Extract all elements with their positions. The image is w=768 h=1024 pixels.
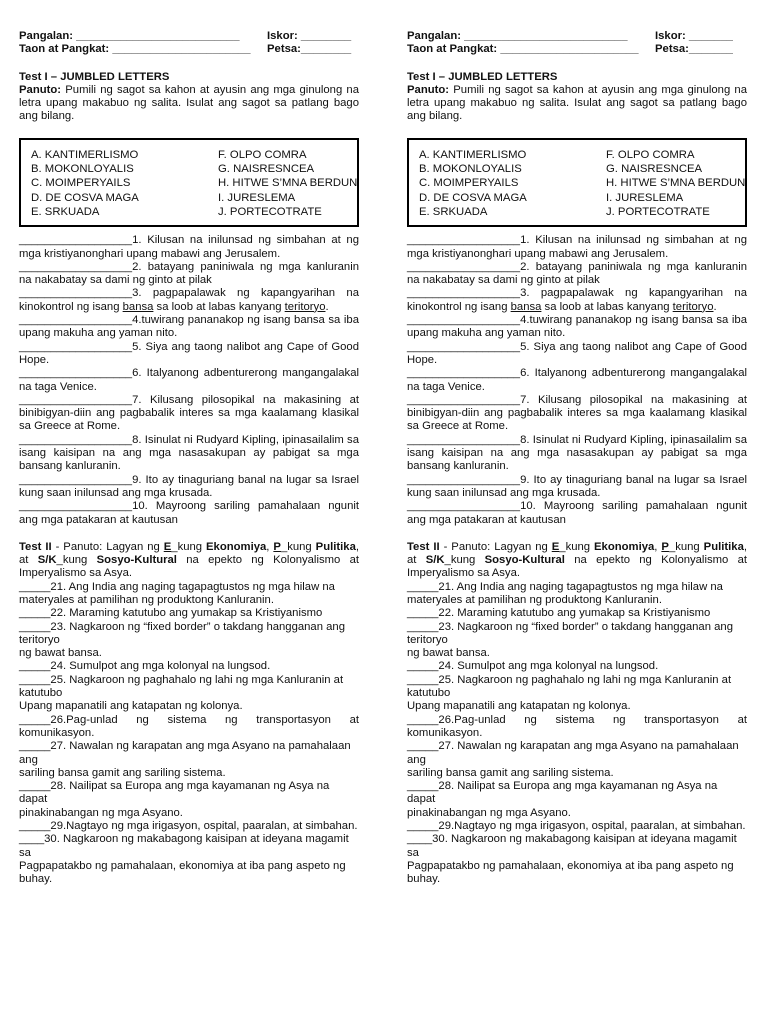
test2-intro-text: _kung [559,540,595,553]
test2-intro-text: - Panuto: Lagyan ng [439,540,552,553]
test2-item [407,714,747,741]
answer-blank[interactable]: __________________ [19,433,133,446]
choices-box [407,138,747,227]
test2-instructions [19,541,359,581]
choice-g: G. NAISRESNCEA [218,163,315,176]
answer-blank[interactable]: _____ [407,740,439,753]
answer-blank[interactable]: _____ [407,580,439,593]
answer-blank[interactable]: _____ [19,713,51,726]
test2-item [407,820,747,833]
test2-item [407,660,747,673]
iskor-field: Iskor: _______ [655,30,733,42]
test2-item [407,581,747,608]
item-text: 30. Nagkaroon ng makabagong kaisipan at ideyana magamit sa [19,833,349,859]
sosyo-kultural-label: Sosyo-Kultural [96,554,177,567]
item-text: Pagpapatakbo ng pamahalaan, ekonomiya at iba pang aspeto ng buhay. [19,859,346,886]
question-text: 10. Mayroong sariling pamahalaan ngunit ang mga patakaran at kautusan [19,500,359,526]
answer-blank[interactable]: __________________ [19,287,133,300]
choice-j: J. PORTECOTRATE [606,205,710,218]
question-text: . [713,300,717,313]
question-item [19,367,359,394]
choice-c: C. MOIMPERYAILS [419,177,519,190]
question-item [407,234,747,261]
answer-blank[interactable]: _____ [19,740,51,753]
question-text: 5. Siya ang taong nalibot ang Cape of Good Hope. [407,340,747,366]
question-item [19,434,359,474]
question-item [407,474,747,501]
test2-intro-text: - Panuto: Lagyan ng [51,540,164,553]
test2-intro-text: , [654,540,662,553]
answer-blank[interactable]: __________________ [407,287,521,300]
answer-blank[interactable]: _____ [19,820,51,833]
item-text: 25. Nagkaroon ng paghahalo ng lahi ng mga Kanluranin at katutubo [407,673,732,700]
sosyo-kultural-label: Sosyo-Kultural [484,554,565,567]
question-text: 1. Kilusan na inilunsad ng simbahan at ng mga kristiyanonghari upang mabawi ang Jerusalem. [407,234,747,260]
choice-c: C. MOIMPERYAILS [31,177,131,190]
choice-e: E. SRKUADA [31,205,100,218]
test2-item [19,833,359,886]
test2-intro-text: na epekto ng Kolonyalismo at Imperyalismo sa Asya. [407,554,747,580]
item-text: sariling bansa gamit ang sariling sistema. [19,766,226,779]
test2-intro-text: _kung [444,554,485,567]
question-item [19,474,359,501]
underlined-word: bansa [510,300,542,313]
taon-pangkat-field: Taon at Pangkat: ______________________ [407,43,639,56]
panuto-text: Pumili ng sagot sa kahon at ayusin ang mga ginulong na letra upang makabuo ng salita. Isulat ang sagot sa patlang bago ang bilang. [407,83,747,123]
question-text: 3. pagpapalawak ng kapangyarihan na kinokontrol ng isang [407,287,747,313]
answer-blank[interactable]: _____ [19,780,51,793]
test2-item [19,820,359,833]
answer-blank[interactable]: __________________ [407,340,521,353]
taon-pangkat-field: Taon at Pangkat: ______________________ [19,43,251,56]
ekonomiya-label: Ekonomiya [206,540,267,553]
test2-item [407,674,747,714]
question-text: 8. Isinulat ni Rudyard Kipling, ipinasailalim sa isang kaisipan na ang mga nasasakupan ay pabigat sa mga bansang kanluranin. [19,433,359,473]
question-text: sa loob at labas kanyang [541,300,673,313]
item-text: materyales at pamilihan ng produktong Kanluranin. [19,593,274,606]
item-text: 23. Nagkaroon ng “fixed border” o takdang hangganan ang teritoryo [407,620,733,646]
question-text: 4.tuwirang pananakop ng isang bansa sa iba upang makuha ang yaman nito. [407,314,747,340]
question-text: 4.tuwirang pananakop ng isang bansa sa iba upang makuha ang yaman nito. [19,314,359,340]
question-item [19,394,359,434]
question-text: 7. Kilusang pilosopikal na makasining at binibigyan-diin ang pagbabalik interes sa mga kaalamang klasikal sa Greece at Rome. [407,393,747,433]
test2-item [19,674,359,714]
test2-intro-text: _kung [668,540,704,553]
item-text: ng bawat bansa. [407,647,490,660]
underlined-word: bansa [122,300,154,313]
choices-box [19,138,359,227]
choice-i: I. JURESLEMA [218,191,296,204]
test1-instructions [407,84,747,124]
test2-item [19,607,359,620]
test1-title: Test I – JUMBLED LETTERS [407,70,558,83]
item-text: pinakinabangan ng mga Asyano. [407,806,571,819]
choice-e: E. SRKUADA [419,205,488,218]
code-sk: S/K [425,554,445,567]
item-text: 27. Nawalan ng karapatan ang mga Asyano na pamahalaan ang [19,740,351,766]
answer-blank[interactable]: _____ [407,607,439,620]
item-text: 23. Nagkaroon ng “fixed border” o takdang hangganan ang teritoryo [19,620,345,646]
question-text: 9. Ito ay tinaguriang banal na lugar sa Israel kung saan inilunsad ang mga krusada. [407,473,747,499]
question-item [407,341,747,368]
item-text: 22. Maraming katutubo ang yumakap sa Kristiyanismo [438,607,711,620]
test2-intro-text: _kung [171,540,207,553]
item-text: sariling bansa gamit ang sariling sistema. [407,766,614,779]
choice-a: A. KANTIMERLISMO [31,148,139,161]
question-text: 9. Ito ay tinaguriang banal na lugar sa Israel kung saan inilunsad ang mga krusada. [19,473,359,499]
item-text: 30. Nagkaroon ng makabagong kaisipan at ideyana magamit sa [407,833,737,859]
answer-blank[interactable]: __________________ [19,314,133,327]
test2-item [407,740,747,780]
question-text: 3. pagpapalawak ng kapangyarihan na kinokontrol ng isang [19,287,359,313]
question-text: 6. Italyanong adbenturerong mangangalakal na taga Venice. [407,367,747,393]
question-item [407,314,747,341]
answer-blank[interactable]: _____ [407,713,439,726]
answer-blank[interactable]: __________________ [407,367,521,380]
test2-intro-text: , [266,540,274,553]
question-item [19,287,359,314]
test2-instructions [407,541,747,581]
item-text: materyales at pamilihan ng produktong Kanluranin. [407,593,662,606]
choice-d: D. DE COSVA MAGA [31,191,139,204]
worksheet-right [407,30,747,887]
test1-title: Test I – JUMBLED LETTERS [19,70,170,83]
test2-item [19,621,359,661]
test2-item [407,621,747,661]
item-text: 29.Nagtayo ng mga irigasyon, ospital, paaralan, at simbahan. [438,820,746,833]
code-e: E [551,540,560,553]
test2-item [19,780,359,820]
test2-item [407,780,747,820]
answer-blank[interactable]: __________________ [19,367,133,380]
item-text: 26.Pag-unlad ng sistema ng transportasyon at komunikasyon. [407,713,747,739]
question-text: 1. Kilusan na inilunsad ng simbahan at ng mga kristiyanonghari upang mabawi ang Jerusalem. [19,234,359,260]
choice-h: H. HITWE S’MNA BERDUN [218,177,358,190]
code-p: P [273,540,281,553]
answer-blank[interactable]: _____ [19,580,51,593]
answer-blank[interactable]: __________________ [407,393,521,406]
answer-blank[interactable]: _____ [19,607,51,620]
test2-item [19,740,359,780]
ekonomiya-label: Ekonomiya [594,540,655,553]
code-p: P [661,540,669,553]
test2-intro-text: na epekto ng Kolonyalismo at Imperyalismo sa Asya. [19,554,359,580]
question-text: 10. Mayroong sariling pamahalaan ngunit ang mga patakaran at kautusan [407,500,747,526]
test2-intro-text: , at [407,540,747,567]
answer-blank[interactable]: __________________ [19,234,133,247]
panuto-label: Panuto: [407,83,450,96]
pulitika-label: Pulitika [315,540,356,553]
item-text: Pagpapatakbo ng pamahalaan, ekonomiya at iba pang aspeto ng buhay. [407,859,734,886]
choice-f: F. OLPO COMRA [606,148,695,161]
pulitika-label: Pulitika [703,540,744,553]
item-text: Upang mapanatili ang katapatan ng kolonya. [19,700,243,713]
choice-a: A. KANTIMERLISMO [419,148,527,161]
answer-blank[interactable]: _____ [407,660,439,673]
item-text: 24. Sumulpot ang mga kolonyal na lungsod. [50,660,271,673]
item-text: ng bawat bansa. [19,647,102,660]
question-text: 8. Isinulat ni Rudyard Kipling, ipinasailalim sa isang kaisipan na ang mga nasasakupan ay pabigat sa mga bansang kanluranin. [407,433,747,473]
choice-h: H. HITWE S’MNA BERDUN [606,177,746,190]
question-item [407,434,747,474]
header-row-name [407,30,747,43]
choice-b: B. MOKONLOYALIS [31,163,134,176]
answer-blank[interactable]: __________________ [19,260,133,273]
item-text: Upang mapanatili ang katapatan ng kolonya. [407,700,631,713]
pangalan-field: Pangalan: __________________________ [19,30,240,42]
code-e: E [163,540,172,553]
item-text: 28. Nailipat sa Europa ang mga kayamanan ng Asya na dapat [19,780,330,806]
answer-blank[interactable]: ____ [407,833,433,846]
test2-item [407,833,747,886]
answer-blank[interactable]: __________________ [407,260,521,273]
answer-blank[interactable]: __________________ [407,500,521,513]
question-item [19,500,359,527]
header-row-name [19,30,359,43]
test2-item [19,714,359,741]
answer-blank[interactable]: _____ [407,820,439,833]
petsa-field: Petsa:_______ [655,43,733,56]
question-text: sa loob at labas kanyang [153,300,285,313]
item-text: 27. Nawalan ng karapatan ang mga Asyano na pamahalaan ang [407,740,739,766]
question-item [407,394,747,434]
answer-blank[interactable]: _____ [407,673,439,686]
answer-blank[interactable]: __________________ [19,340,133,353]
question-text: 2. batayang paniniwala ng mga kanluranin na nakabatay sa dami ng ginto at pilak [19,260,359,287]
answer-blank[interactable]: __________________ [407,234,521,247]
item-text: 28. Nailipat sa Europa ang mga kayamanan ng Asya na dapat [407,780,718,806]
answer-blank[interactable]: _____ [19,620,51,633]
answer-blank[interactable]: __________________ [407,433,521,446]
test2-label: Test II [19,540,52,553]
answer-blank[interactable]: __________________ [19,393,133,406]
underlined-word: teritoryo [672,300,714,313]
question-item [19,341,359,368]
item-text: 21. Ang India ang naging tagapagtustos ng mga hilaw na [50,580,335,593]
panuto-text: Pumili ng sagot sa kahon at ayusin ang mga ginulong na letra upang makabuo ng salita. Isulat ang sagot sa patlang bago ang bilang. [19,83,359,123]
pangalan-field: Pangalan: __________________________ [407,30,628,42]
code-sk: S/K [37,554,57,567]
answer-blank[interactable]: _____ [407,780,439,793]
question-item [19,234,359,261]
item-text: pinakinabangan ng mga Asyano. [19,806,183,819]
panuto-label: Panuto: [19,83,62,96]
item-text: 21. Ang India ang naging tagapagtustos ng mga hilaw na [438,580,723,593]
test2-intro-text: _kung [280,540,316,553]
question-text: 6. Italyanong adbenturerong mangangalakal na taga Venice. [19,367,359,393]
test2-label: Test II [407,540,440,553]
item-text: 24. Sumulpot ang mga kolonyal na lungsod. [438,660,659,673]
answer-blank[interactable]: _____ [19,660,51,673]
question-item [19,314,359,341]
question-item [407,287,747,314]
item-text: 22. Maraming katutubo ang yumakap sa Kristiyanismo [50,607,323,620]
question-item [407,261,747,288]
petsa-field: Petsa:________ [267,43,352,56]
iskor-field: Iskor: ________ [267,30,352,42]
choice-b: B. MOKONLOYALIS [419,163,522,176]
item-text: 26.Pag-unlad ng sistema ng transportasyon at komunikasyon. [19,713,359,739]
choice-g: G. NAISRESNCEA [606,163,703,176]
question-item [19,261,359,288]
choice-d: D. DE COSVA MAGA [419,191,527,204]
question-text: . [325,300,329,313]
question-text: 5. Siya ang taong nalibot ang Cape of Good Hope. [19,340,359,366]
answer-blank[interactable]: ____ [19,833,45,846]
test2-item [19,660,359,673]
worksheet-left [19,30,359,887]
test2-item [407,607,747,620]
answer-blank[interactable]: __________________ [407,314,521,327]
choice-j: J. PORTECOTRATE [218,205,322,218]
item-text: 25. Nagkaroon ng paghahalo ng lahi ng mga Kanluranin at katutubo [19,673,344,700]
choice-f: F. OLPO COMRA [218,148,307,161]
test1-instructions [19,84,359,124]
question-item [407,500,747,527]
underlined-word: teritoryo [284,300,326,313]
question-text: 7. Kilusang pilosopikal na makasining at binibigyan-diin ang pagbabalik interes sa mga kaalamang klasikal sa Greece at Rome. [19,393,359,433]
answer-blank[interactable]: __________________ [19,500,133,513]
header-row-section [407,43,747,56]
test2-intro-text: , at [19,540,359,567]
item-text: 29.Nagtayo ng mga irigasyon, ospital, paaralan, at simbahan. [50,820,358,833]
test2-intro-text: _kung [56,554,97,567]
question-item [407,367,747,394]
answer-blank[interactable]: __________________ [19,473,133,486]
answer-blank[interactable]: __________________ [407,473,521,486]
header-row-section [19,43,359,56]
answer-blank[interactable]: _____ [19,673,51,686]
question-text: 2. batayang paniniwala ng mga kanluranin na nakabatay sa dami ng ginto at pilak [407,260,747,287]
choice-i: I. JURESLEMA [606,191,684,204]
answer-blank[interactable]: _____ [407,620,439,633]
test2-item [19,581,359,608]
